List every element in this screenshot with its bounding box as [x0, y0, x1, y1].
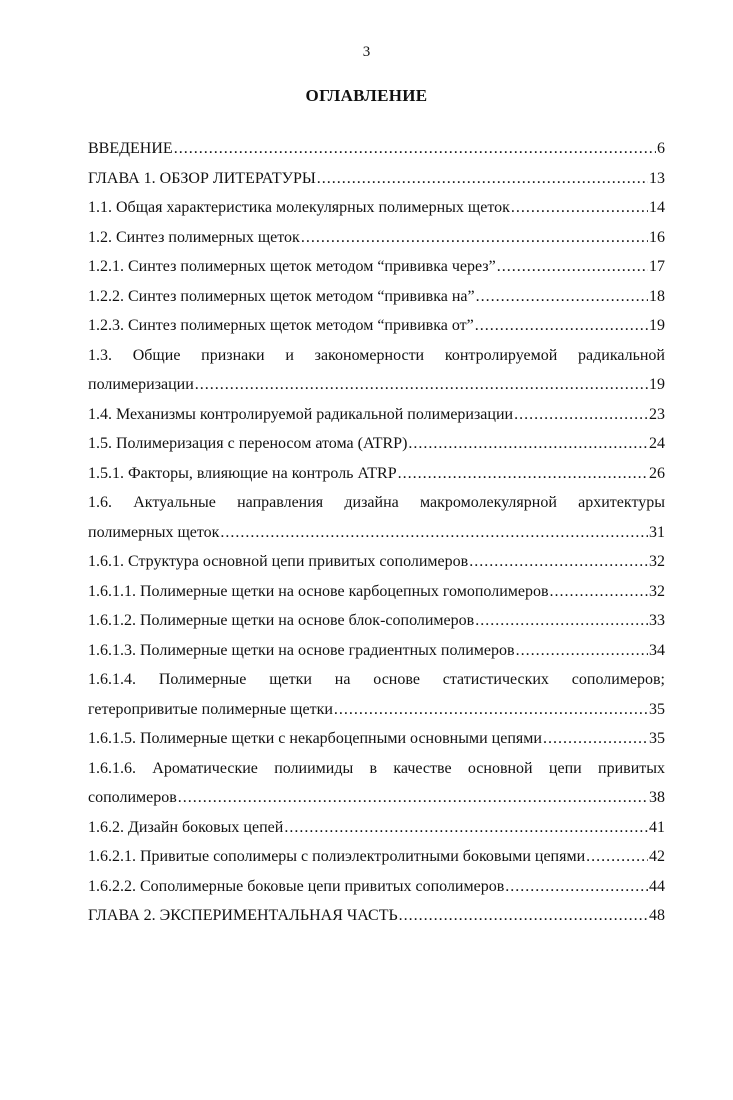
toc-entry-page: 48: [649, 907, 665, 924]
toc-entry-page: 33: [649, 612, 665, 629]
toc-entry-page: 42: [649, 848, 665, 865]
toc-entry[interactable]: [88, 789, 665, 819]
toc-entry-label: полимеризации: [88, 376, 194, 393]
toc-entry-page: 14: [649, 199, 665, 216]
toc-entry-label: 1.6.2.1. Привитые сополимеры с полиэлектролитными боковыми цепями: [88, 848, 586, 865]
toc-entry[interactable]: [88, 553, 665, 583]
page-number: 3: [362, 44, 371, 60]
toc-entry-page: 16: [649, 228, 665, 246]
toc-entry-page: 18: [649, 287, 665, 305]
toc-entry-page: 41: [649, 818, 665, 836]
toc-entry-page: 24: [649, 435, 665, 452]
toc-entry-page: 19: [649, 317, 665, 334]
dot-leader: [195, 376, 648, 394]
toc-entry-label: 1.2.1. Синтез полимерных щеток методом “прививка через”: [88, 258, 496, 275]
dot-leader: [398, 465, 648, 483]
toc-entry-page: 23: [649, 405, 665, 423]
toc-entry[interactable]: [88, 878, 665, 908]
dot-leader: [284, 819, 648, 837]
toc-entry[interactable]: [88, 258, 665, 288]
dot-leader: [514, 406, 648, 424]
toc-entry[interactable]: [88, 406, 665, 436]
toc-entry[interactable]: [88, 229, 665, 259]
toc-entry[interactable]: [88, 848, 665, 878]
dot-leader: [334, 701, 648, 719]
toc-entry-line: [88, 347, 665, 377]
toc-entry[interactable]: [88, 465, 665, 495]
toc-entry-page: 35: [649, 700, 665, 718]
toc-entry-label: 1.6.1.1. Полимерные щетки на основе карбоцепных гомополимеров: [88, 582, 549, 600]
toc-entry-label: 1.2.2. Синтез полимерных щеток методом “прививка на”: [88, 287, 475, 305]
toc-entry-page: 17: [649, 258, 665, 275]
toc-entry[interactable]: [88, 199, 665, 229]
table-of-contents: [88, 140, 665, 937]
toc-entry-line: [88, 671, 665, 701]
dot-leader: [586, 848, 648, 866]
toc-entry-label: 1.5.1. Факторы, влияющие на контроль ATRP: [88, 464, 397, 482]
toc-title: ОГЛАВЛЕНИЕ: [305, 86, 428, 105]
toc-entry[interactable]: [88, 317, 665, 347]
toc-entry-page: 38: [649, 789, 665, 806]
dot-leader: [174, 140, 656, 158]
toc-entry-label: сополимеров: [88, 789, 177, 806]
dot-leader: [516, 642, 648, 660]
toc-entry-text: 1.6.1.6. Ароматические полиимиды в качестве основной цепи привитых: [88, 759, 665, 777]
toc-entry-label: 1.6.2.2. Сополимерные боковые цепи привитых сополимеров: [88, 877, 505, 895]
toc-entry[interactable]: [88, 612, 665, 642]
toc-entry-text: 1.6.1.4. Полимерные щетки на основе статистических сополимеров;: [88, 671, 665, 688]
toc-entry[interactable]: [88, 701, 665, 731]
toc-entry-label: полимерных щеток: [88, 523, 220, 541]
dot-leader: [178, 789, 648, 807]
toc-entry-page: 35: [649, 730, 665, 747]
dot-leader: [511, 199, 648, 217]
toc-entry-label: ВВЕДЕНИЕ: [88, 140, 173, 157]
toc-entry-label: 1.6.2. Дизайн боковых цепей: [88, 818, 284, 836]
toc-entry[interactable]: [88, 435, 665, 465]
toc-entry-page: 26: [649, 464, 665, 482]
dot-leader: [301, 229, 648, 247]
toc-entry-label: 1.6.1.3. Полимерные щетки на основе градиентных полимеров: [88, 641, 515, 659]
toc-entry-page: 44: [649, 877, 665, 895]
toc-entry-page: 19: [649, 376, 665, 393]
dot-leader: [505, 878, 648, 896]
dot-leader: [475, 612, 648, 630]
toc-entry-page: 31: [649, 523, 665, 541]
toc-entry-label: 1.2.3. Синтез полимерных щеток методом “прививка от”: [88, 317, 474, 334]
toc-entry[interactable]: [88, 819, 665, 849]
toc-entry-label: гетеропривитые полимерные щетки: [88, 700, 333, 718]
toc-entry-label: 1.4. Механизмы контролируемой радикальной полимеризации: [88, 405, 514, 423]
toc-entry[interactable]: [88, 140, 665, 170]
dot-leader: [399, 907, 648, 925]
toc-entry[interactable]: [88, 907, 665, 937]
dot-leader: [497, 258, 648, 276]
toc-entry[interactable]: [88, 730, 665, 760]
toc-entry[interactable]: [88, 583, 665, 613]
toc-entry-label: ГЛАВА 1. ОБЗОР ЛИТЕРАТУРЫ: [88, 169, 316, 187]
toc-entry-label: 1.2. Синтез полимерных щеток: [88, 228, 300, 246]
toc-entry-line: [88, 760, 665, 790]
toc-entry[interactable]: [88, 642, 665, 672]
dot-leader: [543, 730, 648, 748]
dot-leader: [475, 317, 648, 335]
toc-entry-label: ГЛАВА 2. ЭКСПЕРИМЕНТАЛЬНАЯ ЧАСТЬ: [88, 907, 398, 924]
toc-entry-label: 1.1. Общая характеристика молекулярных полимерных щеток: [88, 199, 510, 216]
toc-entry-label: 1.6.1.5. Полимерные щетки с некарбоцепными основными цепями: [88, 730, 542, 747]
toc-entry[interactable]: [88, 376, 665, 406]
toc-entry[interactable]: [88, 524, 665, 554]
toc-entry-page: 34: [649, 641, 665, 659]
dot-leader: [317, 170, 648, 188]
toc-entry-text: 1.3. Общие признаки и закономерности контролируемой радикальной: [88, 346, 665, 364]
toc-entry-label: 1.6.1. Структура основной цепи привитых сополимеров: [88, 553, 469, 570]
toc-entry[interactable]: [88, 288, 665, 318]
dot-leader: [408, 435, 648, 453]
toc-entry-label: 1.6.1.2. Полимерные щетки на основе блок-сополимеров: [88, 612, 475, 629]
toc-entry-label: 1.5. Полимеризация с переносом атома (ATRP): [88, 435, 408, 452]
toc-entry-page: 6: [657, 140, 665, 157]
dot-leader: [550, 583, 648, 601]
dot-leader: [469, 553, 648, 571]
toc-entry-text: 1.6. Актуальные направления дизайна макромолекулярной архитектуры: [88, 494, 665, 511]
dot-leader: [220, 524, 648, 542]
toc-entry-line: [88, 494, 665, 524]
toc-entry-page: 13: [649, 169, 665, 187]
toc-entry-page: 32: [649, 582, 665, 600]
dot-leader: [476, 288, 648, 306]
toc-entry-page: 32: [649, 553, 665, 570]
toc-entry[interactable]: [88, 170, 665, 200]
